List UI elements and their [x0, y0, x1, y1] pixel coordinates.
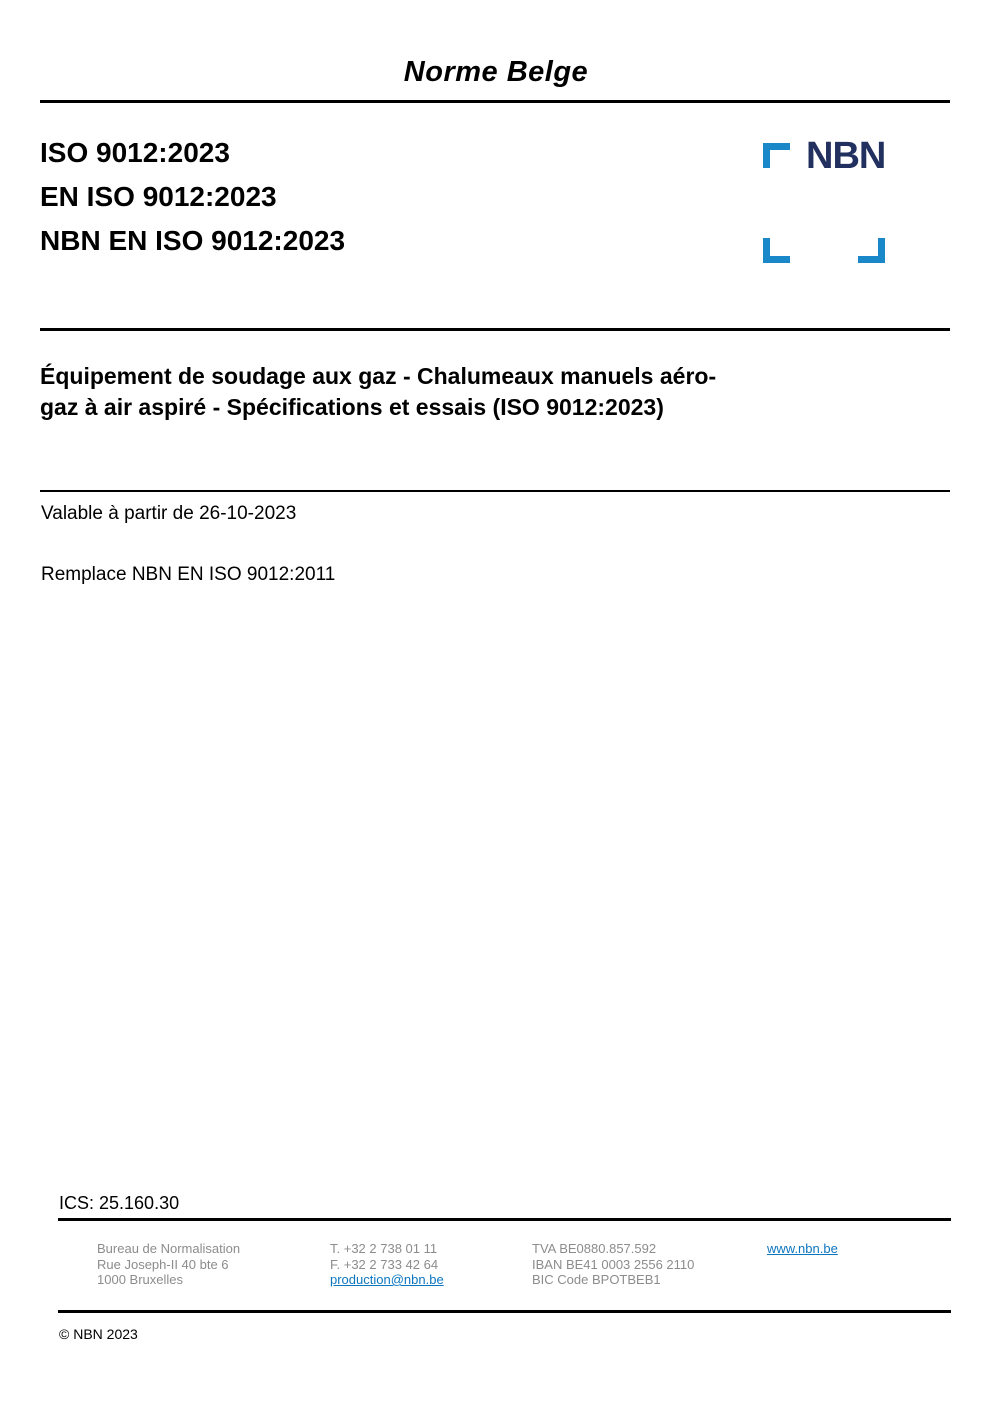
nbn-logo — [757, 137, 889, 267]
footer-iban: IBAN BE41 0003 2556 2110 — [532, 1256, 695, 1272]
replaces-note: Remplace NBN EN ISO 9012:2011 — [41, 564, 336, 585]
footer-bic: BIC Code BPOTBEB1 — [532, 1272, 661, 1287]
divider-footer-top — [58, 1218, 951, 1221]
code-en-iso: EN ISO 9012:2023 — [40, 181, 277, 212]
divider-top — [40, 100, 950, 103]
footer-fax: F. +32 2 733 42 64 — [330, 1256, 439, 1272]
validity-date: Valable à partir de 26-10-2023 — [41, 503, 297, 524]
footer-phone-block — [330, 1241, 444, 1288]
nbn-logo-wordmark: NBN — [806, 135, 886, 177]
ics-code: ICS: 25.160.30 — [59, 1193, 180, 1213]
standard-title-line-2: gaz à air aspiré - Spécifications et essais (ISO 9012:2023) — [40, 394, 664, 420]
divider-footer-bottom — [58, 1310, 951, 1313]
footer-website-link[interactable]: www.nbn.be — [767, 1241, 838, 1256]
divider-above-validity — [40, 490, 950, 492]
standard-codes — [40, 131, 345, 263]
standard-title-line-1: Équipement de soudage aux gaz - Chalumeaux manuels aéro- — [40, 363, 717, 389]
logo-corner-bottom-left-icon — [763, 238, 790, 263]
footer-tva: TVA BE0880.857.592 — [532, 1241, 657, 1256]
footer-website-block — [767, 1241, 838, 1257]
divider-above-title — [40, 328, 950, 331]
footer-city: 1000 Bruxelles — [97, 1272, 183, 1287]
document-type-title: Norme Belge — [403, 56, 589, 88]
footer-address — [97, 1241, 240, 1288]
code-iso: ISO 9012:2023 — [40, 137, 230, 168]
code-nbn-en-iso: NBN EN ISO 9012:2023 — [40, 225, 346, 256]
footer-street: Rue Joseph-II 40 bte 6 — [97, 1256, 229, 1272]
copyright-notice: © NBN 2023 — [59, 1326, 138, 1342]
logo-corner-top-left-icon — [763, 143, 790, 168]
footer-email-link[interactable]: production@nbn.be — [330, 1272, 444, 1287]
footer-org-name: Bureau de Normalisation — [97, 1241, 241, 1256]
standard-title — [40, 361, 940, 423]
footer-phone: T. +32 2 738 01 11 — [330, 1241, 438, 1256]
footer-fiscal-block — [532, 1241, 694, 1288]
logo-corner-bottom-right-icon — [858, 238, 885, 263]
